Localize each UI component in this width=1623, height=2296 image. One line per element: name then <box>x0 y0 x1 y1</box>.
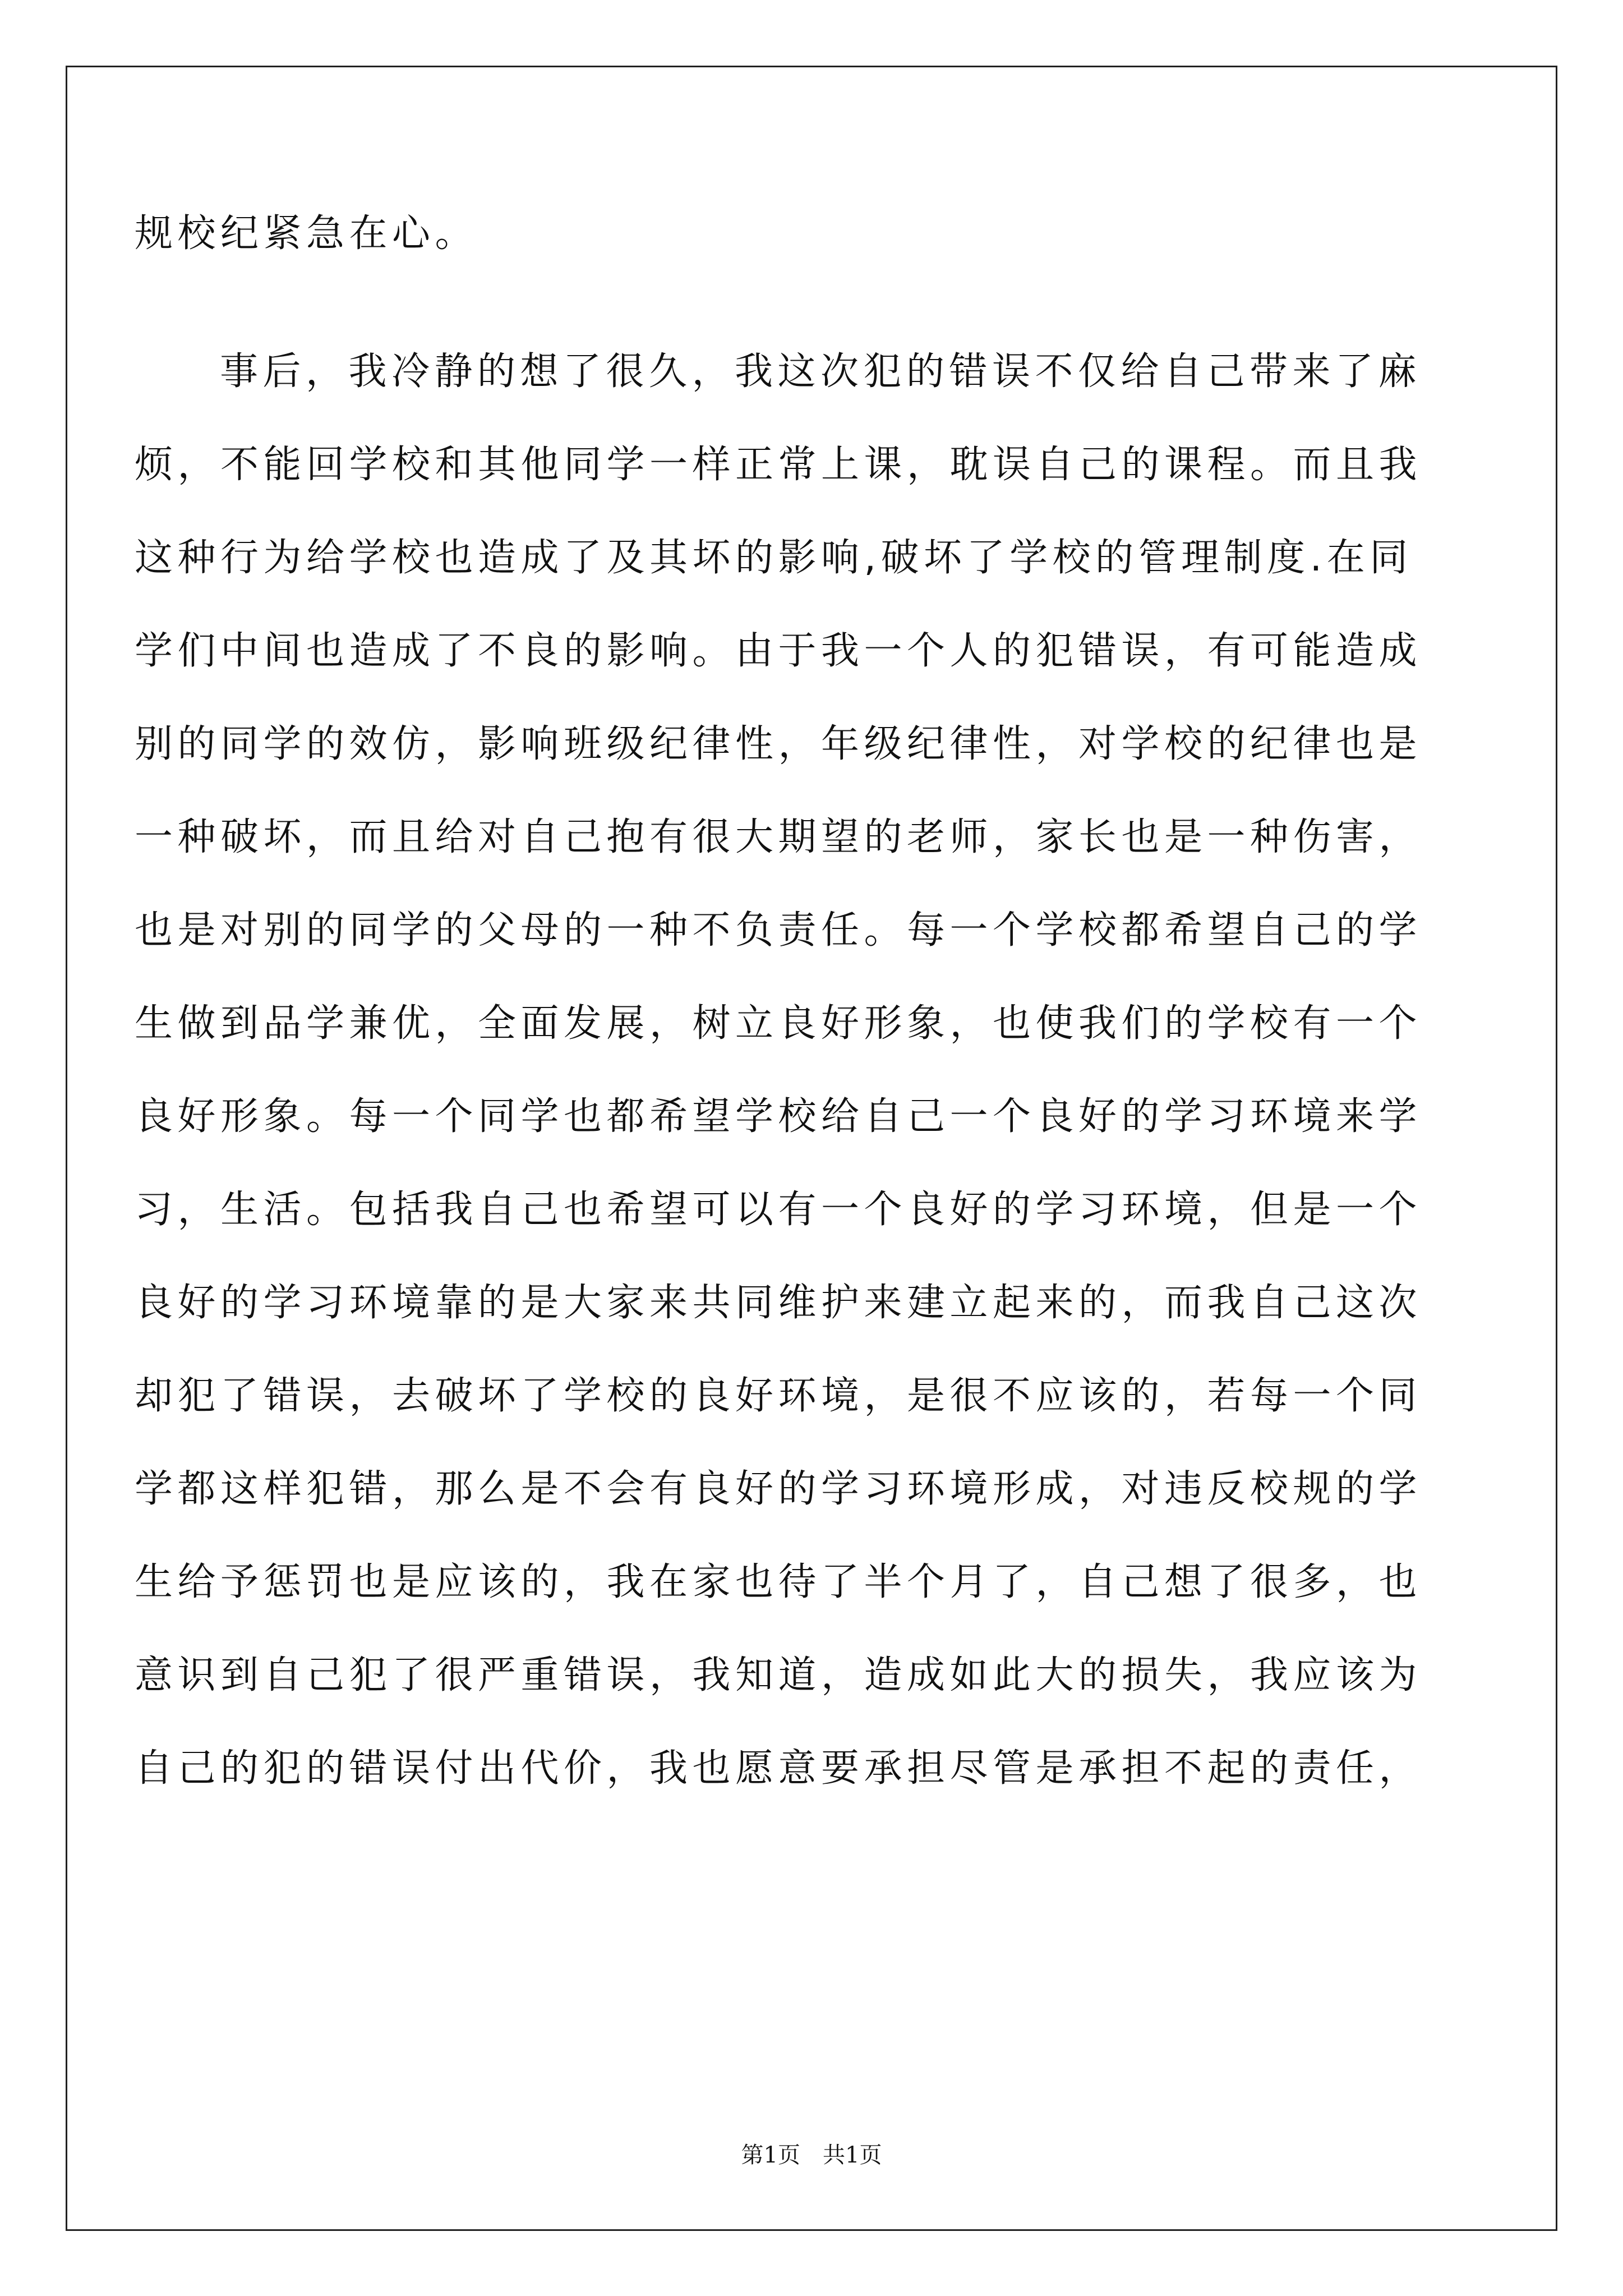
text-line: 别的同学的效仿，影响班级纪律性，年级纪律性，对学校的纪律也是 <box>135 722 1422 766</box>
text-line: 学都这样犯错，那么是不会有良好的学习环境形成，对违反校规的学 <box>135 1467 1422 1511</box>
text-line: 一种破坏，而且给对自己抱有很大期望的老师，家长也是一种伤害， <box>135 815 1422 859</box>
text-line: 习，生活。包括我自己也希望可以有一个良好的学习环境，但是一个 <box>135 1188 1422 1232</box>
text-line: 学们中间也造成了不良的影响。由于我一个人的犯错误，有可能造成 <box>135 629 1422 673</box>
text-line: 烦，不能回学校和其他同学一样正常上课，耽误自己的课程。而且我 <box>135 443 1422 487</box>
text-line: 意识到自己犯了很严重错误，我知道，造成如此大的损失，我应该为 <box>135 1653 1422 1697</box>
text-line: 事后，我冷静的想了很久，我这次犯的错误不仅给自己带来了麻 <box>220 349 1422 394</box>
text-line: 也是对别的同学的父母的一种不负责任。每一个学校都希望自己的学 <box>135 908 1422 953</box>
text-line: 却犯了错误，去破坏了学校的良好环境，是很不应该的，若每一个同 <box>135 1374 1422 1418</box>
paragraph-continuation <box>135 187 478 280</box>
text-line: 生给予惩罚也是应该的，我在家也待了半个月了，自己想了很多，也 <box>135 1560 1422 1604</box>
page-number-footer: 第1页 共1页 <box>741 2142 882 2168</box>
paragraph-main <box>135 325 1422 1815</box>
text-line: 这种行为给学校也造成了及其坏的影响,破坏了学校的管理制度.在同 <box>135 536 1413 580</box>
text-line: 自己的犯的错误付出代价，我也愿意要承担尽管是承担不起的责任， <box>135 1746 1422 1791</box>
text-line: 规校纪紧急在心。 <box>135 211 478 256</box>
text-line: 良好的学习环境靠的是大家来共同维护来建立起来的，而我自己这次 <box>135 1281 1422 1325</box>
text-line: 生做到品学兼优，全面发展，树立良好形象，也使我们的学校有一个 <box>135 1001 1422 1046</box>
text-line: 良好形象。每一个同学也都希望学校给自己一个良好的学习环境来学 <box>135 1094 1422 1139</box>
